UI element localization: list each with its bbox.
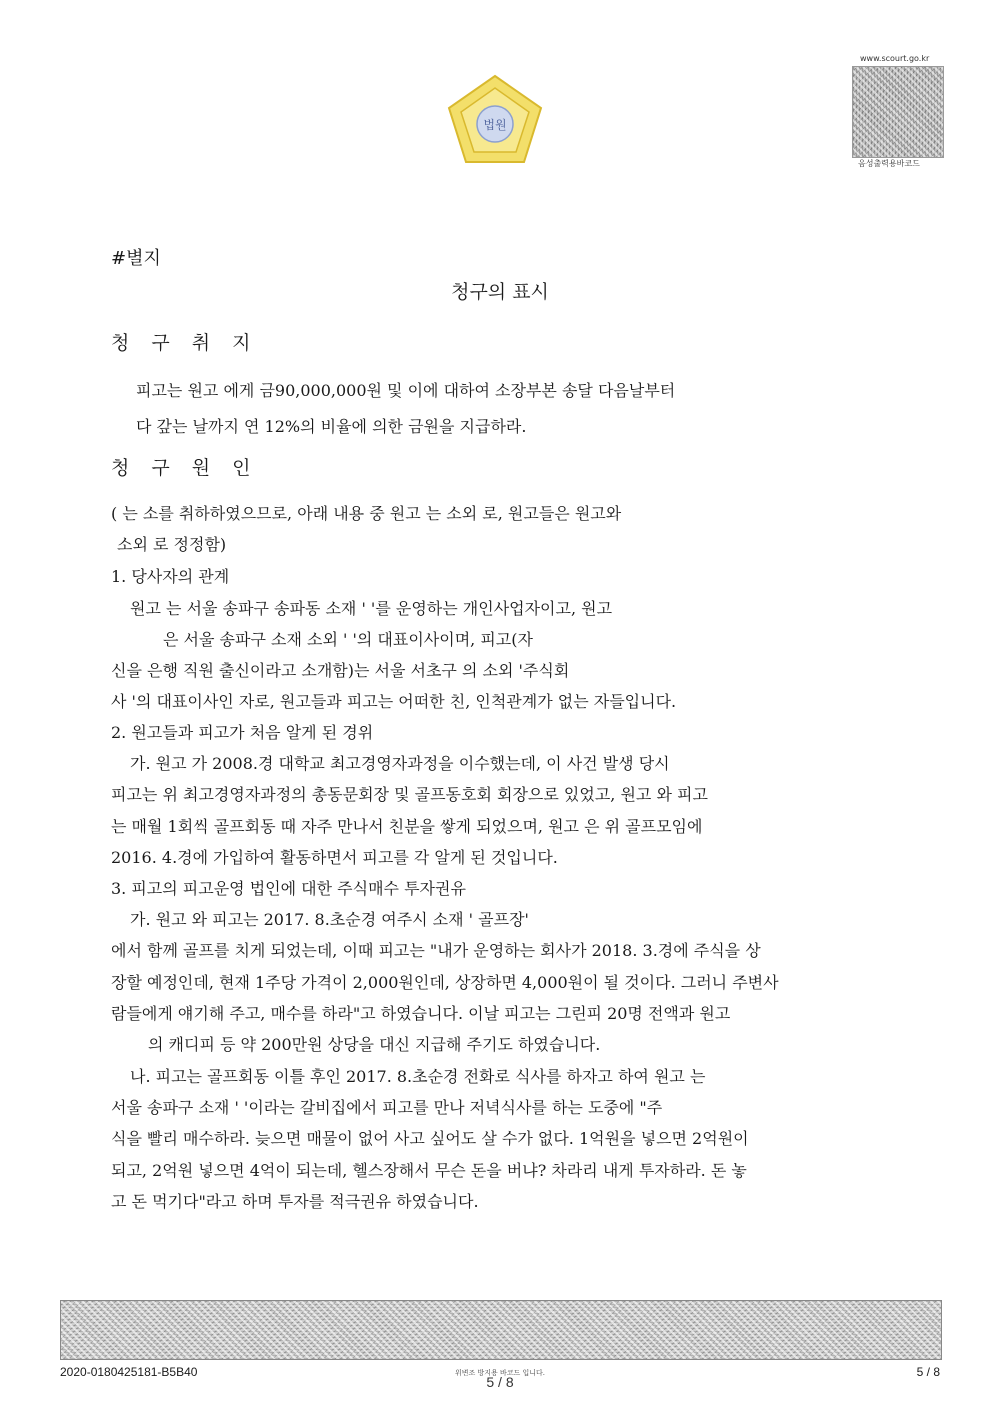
text-line: 식을 빨리 매수하라. 늦으면 매물이 없어 사고 싶어도 살 수가 없다. 1억원을 넣으면 2억원이 xyxy=(111,1129,749,1148)
voice-barcode xyxy=(852,66,944,158)
text-line: 에서 함께 골프를 치게 되었는데, 이때 피고는 "내가 운영하는 회사가 2018. 3.경에 주식을 상 xyxy=(111,941,761,960)
text-line: ( 는 소를 취하하였으므로, 아래 내용 중 원고 는 소외 로, 원고들은 원고와 xyxy=(111,504,622,523)
section-heading-claim-purpose: 청 구 취 지 xyxy=(111,332,259,354)
text-line: 가. 원고 와 피고는 2017. 8.초순경 여주시 소재 ' 골프장' xyxy=(130,910,529,929)
page-number-right: 5 / 8 xyxy=(916,1365,940,1379)
text-line: 고 돈 먹기다"라고 하며 투자를 적극권유 하였습니다. xyxy=(111,1192,479,1211)
text-line: 피고는 원고 에게 금90,000,000원 및 이에 대하여 소장부본 송달 다음날부터 xyxy=(136,381,676,400)
text-line: 원고 는 서울 송파구 송파동 소재 ' '를 운영하는 개인사업자이고, 원고 xyxy=(130,599,613,618)
text-line: 의 캐디피 등 약 200만원 상당을 대신 지급해 주기도 하였습니다. xyxy=(148,1035,601,1054)
barcode-label: 음성출력용바코드 xyxy=(858,159,920,168)
svg-text:법원: 법원 xyxy=(483,118,507,132)
text-line: 나. 피고는 골프회동 이틀 후인 2017. 8.초순경 전화로 식사를 하자고 하여 원고 는 xyxy=(130,1067,706,1086)
document-number: 2020-0180425181-B5B40 xyxy=(60,1365,198,1379)
text-line: 소외 로 정정함) xyxy=(117,535,227,554)
text-line: 은 서울 송파구 소재 소외 ' '의 대표이사이며, 피고(자 xyxy=(163,630,533,649)
page-number-center: 5 / 8 xyxy=(486,1374,514,1390)
text-line: 사 '의 대표이사인 자로, 원고들과 피고는 어떠한 친, 인척관계가 없는 자들입니다. xyxy=(111,692,677,711)
text-line: 다 갚는 날까지 연 12%의 비율에 의한 금원을 지급하라. xyxy=(136,417,527,436)
text-line: 2016. 4.경에 가입하여 활동하면서 피고를 각 알게 된 것입니다. xyxy=(111,848,558,867)
court-seal-logo xyxy=(444,72,546,168)
court-url: www.scourt.go.kr xyxy=(860,54,930,63)
text-line: 가. 원고 가 2008.경 대학교 최고경영자과정을 이수했는데, 이 사건 발생 당시 xyxy=(130,754,670,773)
anti-forgery-notice: 위변조 방지용 바코드 입니다. xyxy=(454,1369,546,1377)
text-line: 장할 예정인데, 현재 1주당 가격이 2,000원인데, 상장하면 4,000원이 될 것이다. 그러니 주변사 xyxy=(111,973,779,992)
text-line: 2. 원고들과 피고가 처음 알게 된 경위 xyxy=(111,723,374,742)
text-line: 1. 당사자의 관계 xyxy=(111,567,230,586)
text-line: 람들에게 얘기해 주고, 매수를 하라"고 하였습니다. 이날 피고는 그린피 20명 전액과 원고 xyxy=(111,1004,731,1023)
text-line: 되고, 2억원 넣으면 4억이 되는데, 헬스장해서 무슨 돈을 버냐? 차라리 내게 투자하라. 돈 놓 xyxy=(111,1161,747,1180)
text-line: 피고는 위 최고경영자과정의 총동문회장 및 골프동호회 회장으로 있었고, 원고 와 피고 xyxy=(111,785,708,804)
attachment-tag: #별지 xyxy=(111,248,161,269)
document-title: 청구의 표시 xyxy=(451,281,549,303)
text-line: 서울 송파구 소재 ' '이라는 갈비집에서 피고를 만나 저녁식사를 하는 도중에 "주 xyxy=(111,1098,663,1117)
anti-forgery-barcode xyxy=(60,1300,942,1360)
text-line: 3. 피고의 피고운영 법인에 대한 주식매수 투자권유 xyxy=(111,879,466,898)
section-heading-claim-cause: 청 구 원 인 xyxy=(111,457,259,479)
text-line: 는 매월 1회씩 골프회동 때 자주 만나서 친분을 쌓게 되었으며, 원고 은 위 골프모임에 xyxy=(111,817,703,836)
text-line: 신을 은행 직원 출신이라고 소개함)는 서울 서초구 의 소외 '주식회 xyxy=(111,661,570,680)
